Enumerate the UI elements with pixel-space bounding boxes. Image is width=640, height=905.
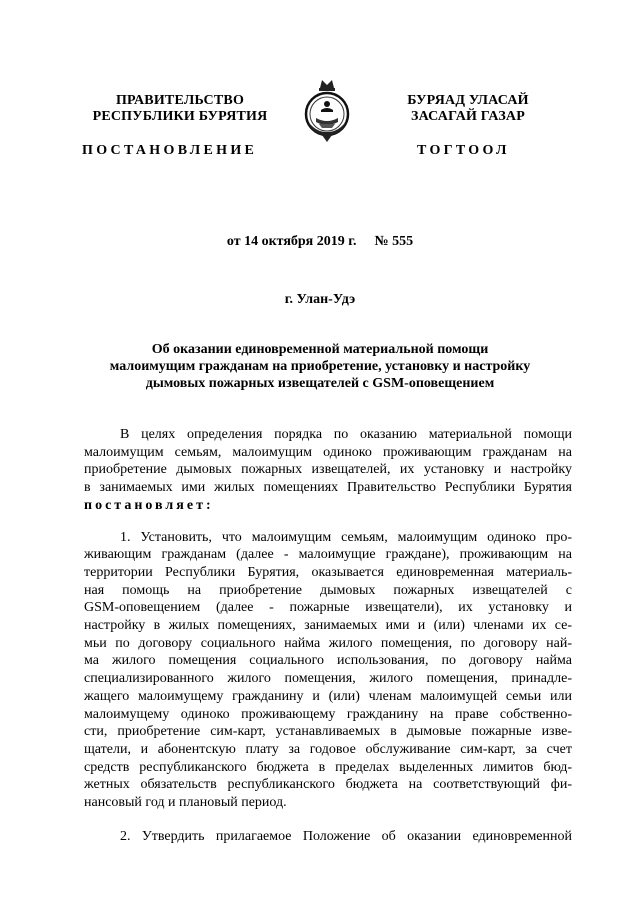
paragraph-line: малоимущим семьям, малоимущим одиноко проживающим гражданам на [84,444,572,460]
paragraph-line: жетных обязательств республиканского бюджета на соответствующий фи- [84,777,572,793]
paragraph-line: сти, приобретение сим-карт, устанавливаемых в дымовые пожарные изве- [84,724,572,740]
date-number-line [0,234,640,250]
doc-kind-russian: ПОСТАНОВЛЕНИЕ [82,143,258,158]
header-left [70,93,290,125]
document-number: № 555 [374,234,414,249]
document-date: от 14 октября 2019 г. [226,234,357,249]
paragraph-line: настройку в жилых помещениях, занимаемых ими и (или) членами их се- [84,618,572,634]
paragraph-line: GSM-оповещением (далее - пожарные извещатели), их установку и [84,600,572,616]
paragraph-line: средств республиканского бюджета в пределах выделенных лимитов бюд- [84,759,572,775]
paragraph-line: 2. Утвердить прилагаемое Положение об оказании единовременной [120,828,572,844]
paragraph-line: ная помощь на приобретение дымовых пожарных извещателей с [84,582,572,598]
title-line: дымовых пожарных извещателей с GSM-оповещением [145,376,495,391]
paragraph-line: 1. Установить, что малоимущим семьям, малоимущим одиноко про- [120,529,572,545]
paragraph-line: живающим гражданам (далее - малоимущие граждане), проживающим на [84,547,572,563]
doc-kind-buryat: ТОГТООЛ [417,143,510,158]
paragraph-line: территории Республики Бурятия, оказывается единовременная материаль- [84,564,572,580]
paragraph-line: приобретение дымовых пожарных извещателей, их установку и настройку [84,462,572,478]
city: г. Улан-Удэ [284,292,356,307]
paragraph-line: в занимаемых ими жилых помещениях Правительство Республики Бурятия [84,480,572,496]
item-2-paragraph [84,828,572,846]
header-right [368,93,568,125]
paragraph-line: жащего малоимущему гражданину и (или) членам малоимущей семьи или [84,688,572,704]
title-line: малоимущим гражданам на приобретение, установку и настройку [109,359,531,374]
paragraph-line: ма жилого помещения социального использования, по договору найма [84,653,572,669]
header-right-line1: БУРЯАД УЛАСАЙ [407,93,529,108]
paragraph-line: нансовый год и плановый период. [84,795,287,811]
preamble-paragraph [84,426,572,515]
paragraph-line: малоимущему одиноко проживающему гражданину на праве собственно- [84,706,572,722]
header-right-line2: ЗАСАГАЙ ГАЗАР [410,109,525,124]
document-title [90,341,550,392]
header-left-line2: РЕСПУБЛИКИ БУРЯТИЯ [92,109,268,124]
paragraph-line: щатели, и абонентскую плату за годовое обслуживание сим-карт, за счет [84,741,572,757]
title-line: Об оказании единовременной материальной помощи [151,342,489,357]
paragraph-line: мьи по договору социального найма жилого помещения, по договору най- [84,635,572,651]
coat-of-arms-icon [302,78,352,144]
decree-word: постановляет: [84,497,214,513]
item-1-paragraph [84,529,572,812]
paragraph-line: В целях определения порядка по оказанию материальной помощи [120,427,572,442]
document-body [84,426,572,845]
paragraph-line: специализированного жилого помещения, жилого помещения, принадле- [84,671,572,687]
header-left-line1: ПРАВИТЕЛЬСТВО [115,93,245,108]
